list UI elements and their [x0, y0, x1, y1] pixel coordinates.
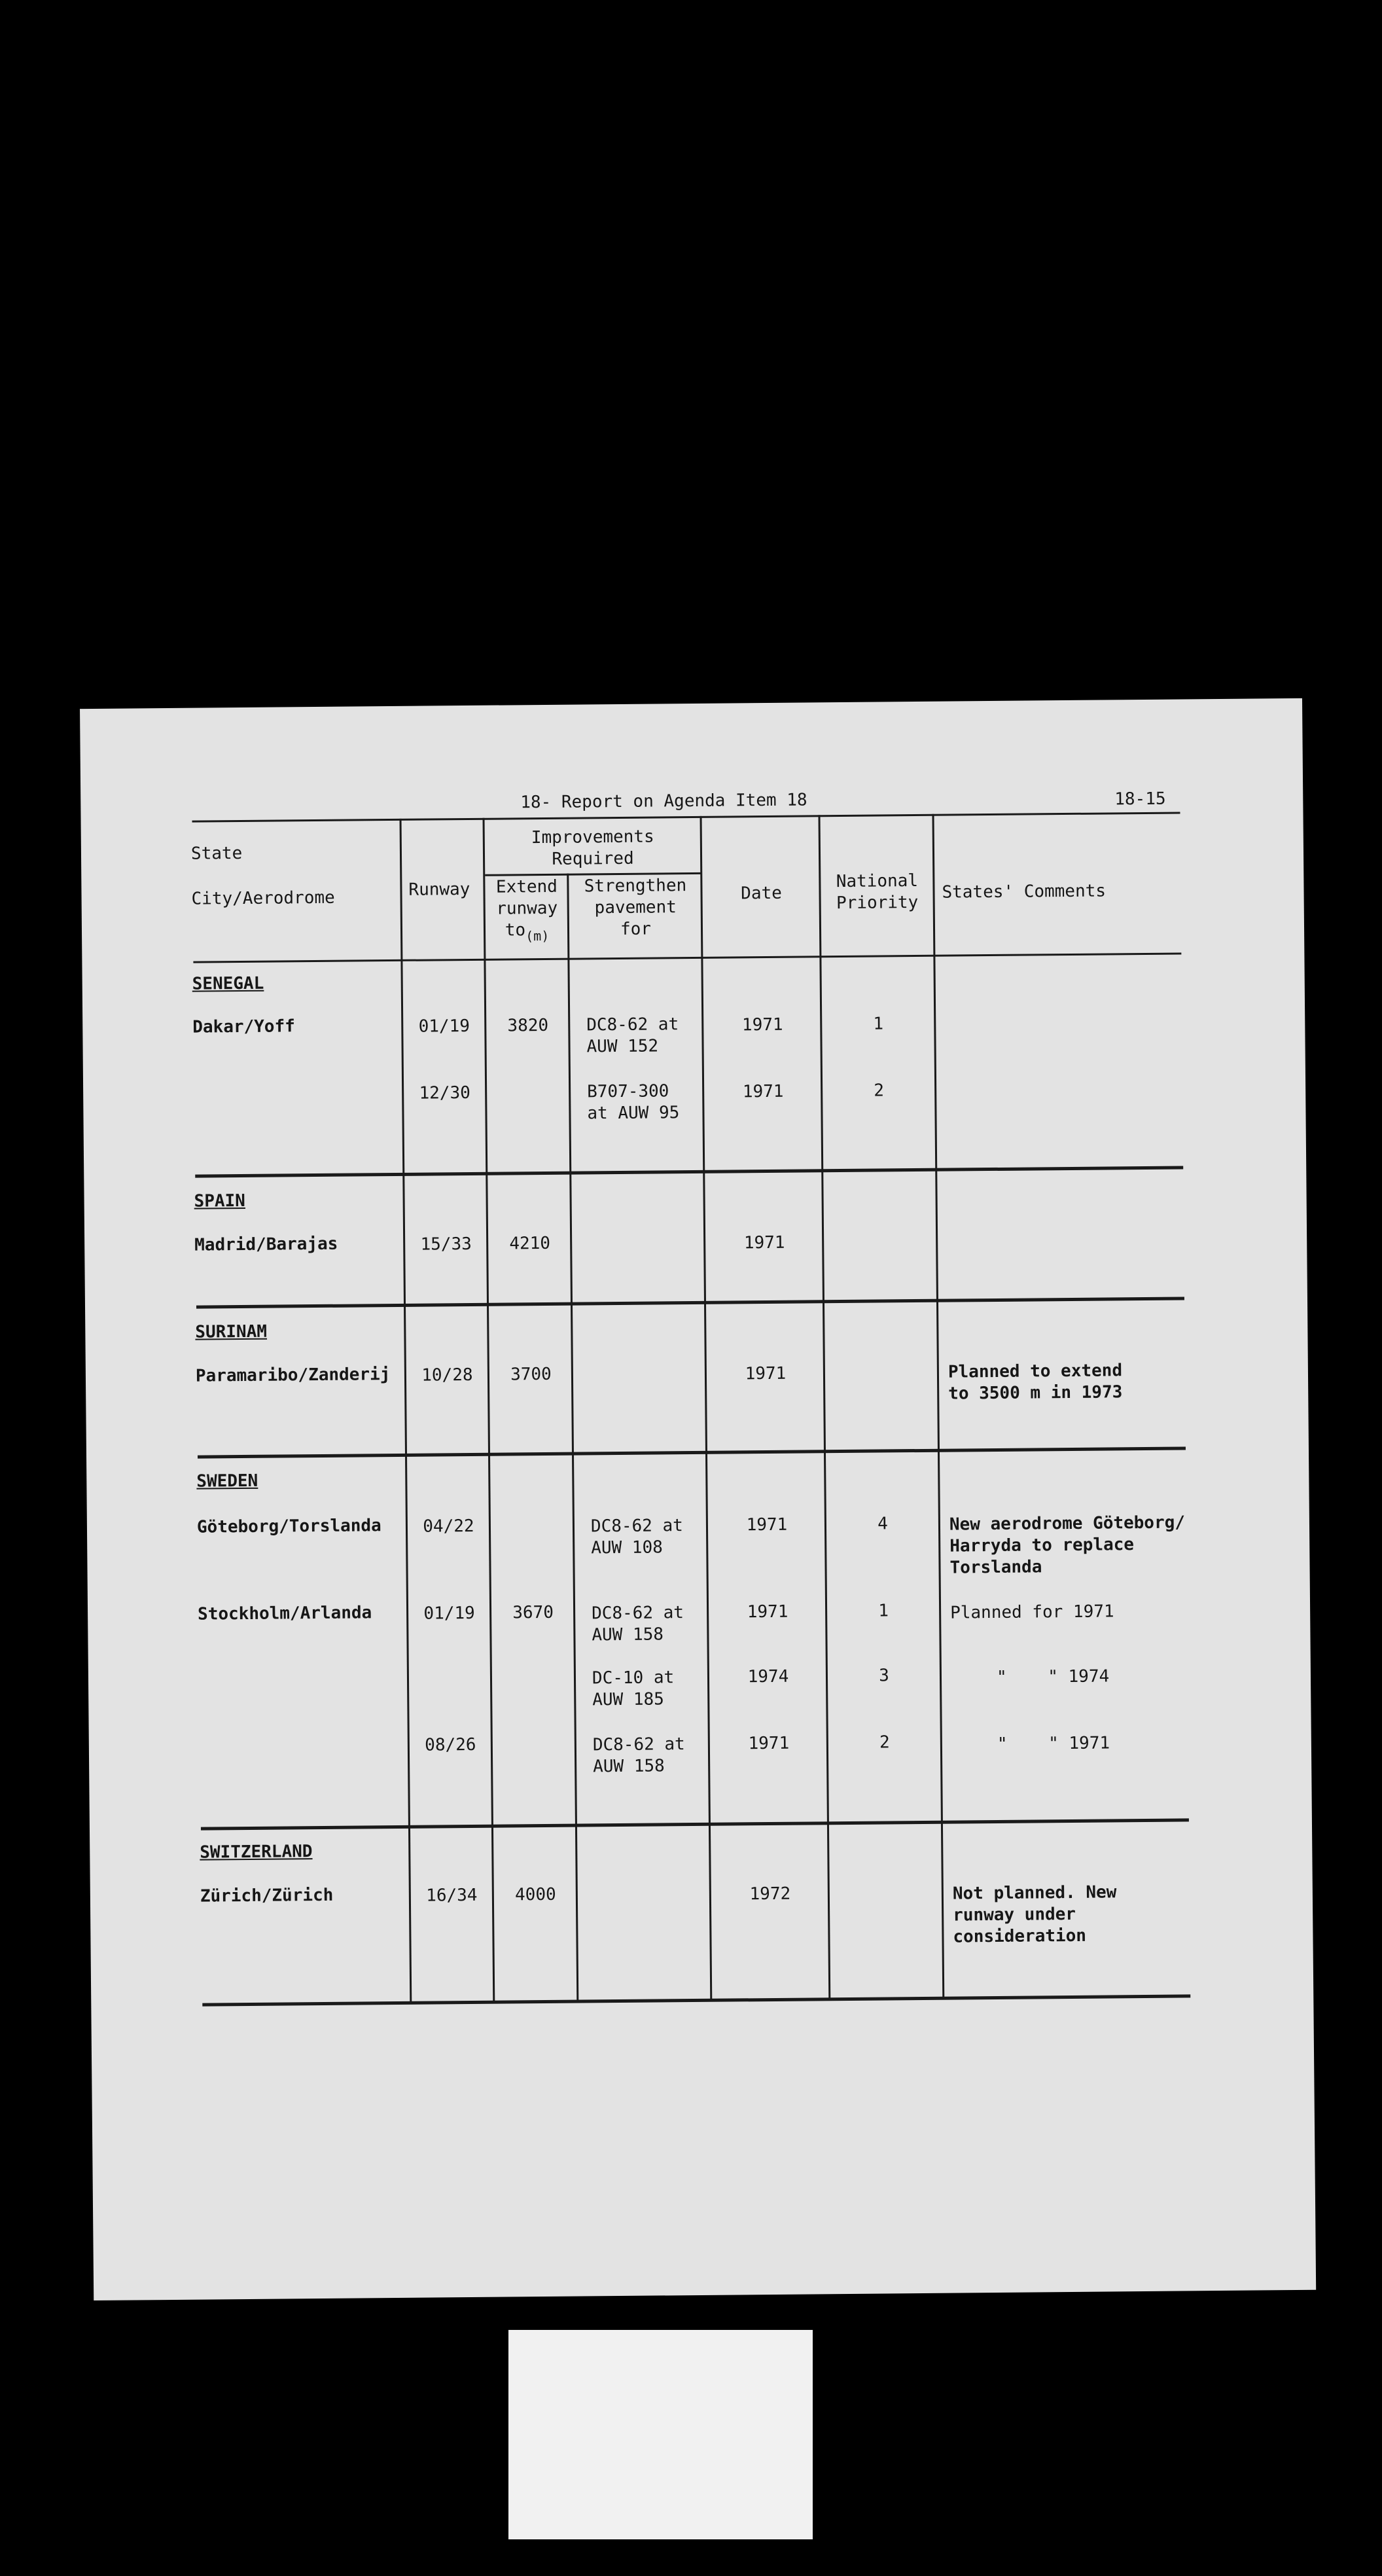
- comments-cell: Planned to extend to 3500 m in 1973: [948, 1361, 1123, 1404]
- state-surinam: SURINAM: [195, 1321, 268, 1342]
- document-page: [80, 698, 1316, 2300]
- extend-cell: 3670: [512, 1602, 554, 1623]
- comments-cell: " " 1974: [996, 1666, 1110, 1687]
- priority-cell: 1: [873, 1014, 884, 1034]
- strengthen-cell: DC-10 at AUW 185: [592, 1668, 675, 1710]
- spain-rule: [196, 1297, 1184, 1308]
- col-header-date: Date: [741, 883, 782, 904]
- city-cell: Zürich/Zürich: [200, 1885, 334, 1906]
- state-spain: SPAIN: [194, 1190, 246, 1211]
- priority-cell: 2: [874, 1081, 885, 1101]
- date-cell: 1971: [747, 1601, 788, 1622]
- date-cell: 1971: [746, 1514, 788, 1535]
- extend-cell: 3700: [510, 1364, 552, 1385]
- extend-cell: 4000: [514, 1884, 556, 1905]
- strengthen-cell: B707-300 at AUW 95: [587, 1081, 680, 1124]
- city-cell: Stockholm/Arlanda: [197, 1603, 372, 1624]
- col-header-strengthen: Strengthen pavement for: [584, 876, 687, 939]
- comments-cell: New aerodrome Göteborg/ Harryda to replace Torslanda: [949, 1512, 1186, 1578]
- city-cell: Dakar/Yoff: [192, 1016, 295, 1037]
- priority-cell: 2: [879, 1732, 890, 1753]
- date-cell: 1974: [747, 1666, 789, 1687]
- surinam-rule: [198, 1446, 1186, 1458]
- date-cell: 1972: [749, 1884, 791, 1905]
- runway-cell: 12/30: [419, 1082, 470, 1103]
- priority-cell: 3: [879, 1666, 889, 1686]
- strengthen-cell: DC8-62 at AUW 152: [586, 1014, 679, 1057]
- header-bottom-rule: [193, 952, 1181, 963]
- priority-cell: 4: [877, 1514, 888, 1534]
- city-cell: Madrid/Barajas: [194, 1234, 338, 1255]
- col-header-state: State: [190, 843, 243, 864]
- runway-cell: 08/26: [425, 1734, 476, 1755]
- col-header-extend: Extend runway $to_{(m)}$: [495, 876, 558, 944]
- city-cell: Göteborg/Torslanda: [196, 1516, 381, 1537]
- table-bottom-rule: [202, 1994, 1190, 2006]
- date-cell: 1971: [748, 1733, 790, 1754]
- report-title: 18- Report on Agenda Item 18: [520, 790, 807, 813]
- runway-cell: 15/33: [420, 1234, 472, 1255]
- runway-cell: 10/28: [421, 1365, 473, 1386]
- state-switzerland: SWITZERLAND: [200, 1842, 313, 1863]
- col-header-comments: States' Comments: [942, 881, 1107, 903]
- state-sweden: SWEDEN: [196, 1471, 258, 1492]
- col-header-improvements: Improvements Required: [531, 827, 654, 869]
- col-header-runway: Runway: [408, 879, 470, 900]
- date-cell: 1971: [745, 1363, 787, 1384]
- priority-cell: 1: [878, 1601, 889, 1621]
- comments-cell: Planned for 1971: [950, 1601, 1114, 1623]
- state-senegal: SENEGAL: [192, 973, 264, 994]
- comments-cell: Not planned. New runway under consideration: [952, 1882, 1117, 1947]
- sweden-rule: [201, 1818, 1189, 1830]
- page-number: 18-15: [1114, 789, 1166, 810]
- table-top-rule: [192, 812, 1180, 822]
- strengthen-cell: DC8-62 at AUW 158: [591, 1603, 684, 1645]
- date-cell: 1971: [742, 1081, 784, 1102]
- col-rule-extend: [567, 874, 578, 2002]
- runway-cell: 16/34: [426, 1885, 478, 1906]
- runway-cell: 01/19: [418, 1016, 470, 1037]
- extend-cell: 3820: [507, 1015, 549, 1036]
- comments-cell: " " 1971: [997, 1733, 1110, 1754]
- strengthen-cell: DC8-62 at AUW 158: [592, 1734, 685, 1777]
- col-header-priority: National Priority: [836, 870, 919, 914]
- runway-cell: 04/22: [423, 1516, 474, 1537]
- date-cell: 1971: [741, 1014, 783, 1035]
- strengthen-cell: DC8-62 at AUW 108: [590, 1516, 683, 1558]
- runway-cell: 01/19: [423, 1603, 475, 1624]
- city-cell: Paramaribo/Zanderij: [195, 1365, 391, 1386]
- col-header-city: City/Aerodrome: [191, 887, 335, 909]
- extend-cell: 4210: [509, 1233, 551, 1254]
- senegal-rule: [195, 1166, 1183, 1177]
- target-card: [508, 2330, 813, 2539]
- date-cell: 1971: [743, 1232, 785, 1253]
